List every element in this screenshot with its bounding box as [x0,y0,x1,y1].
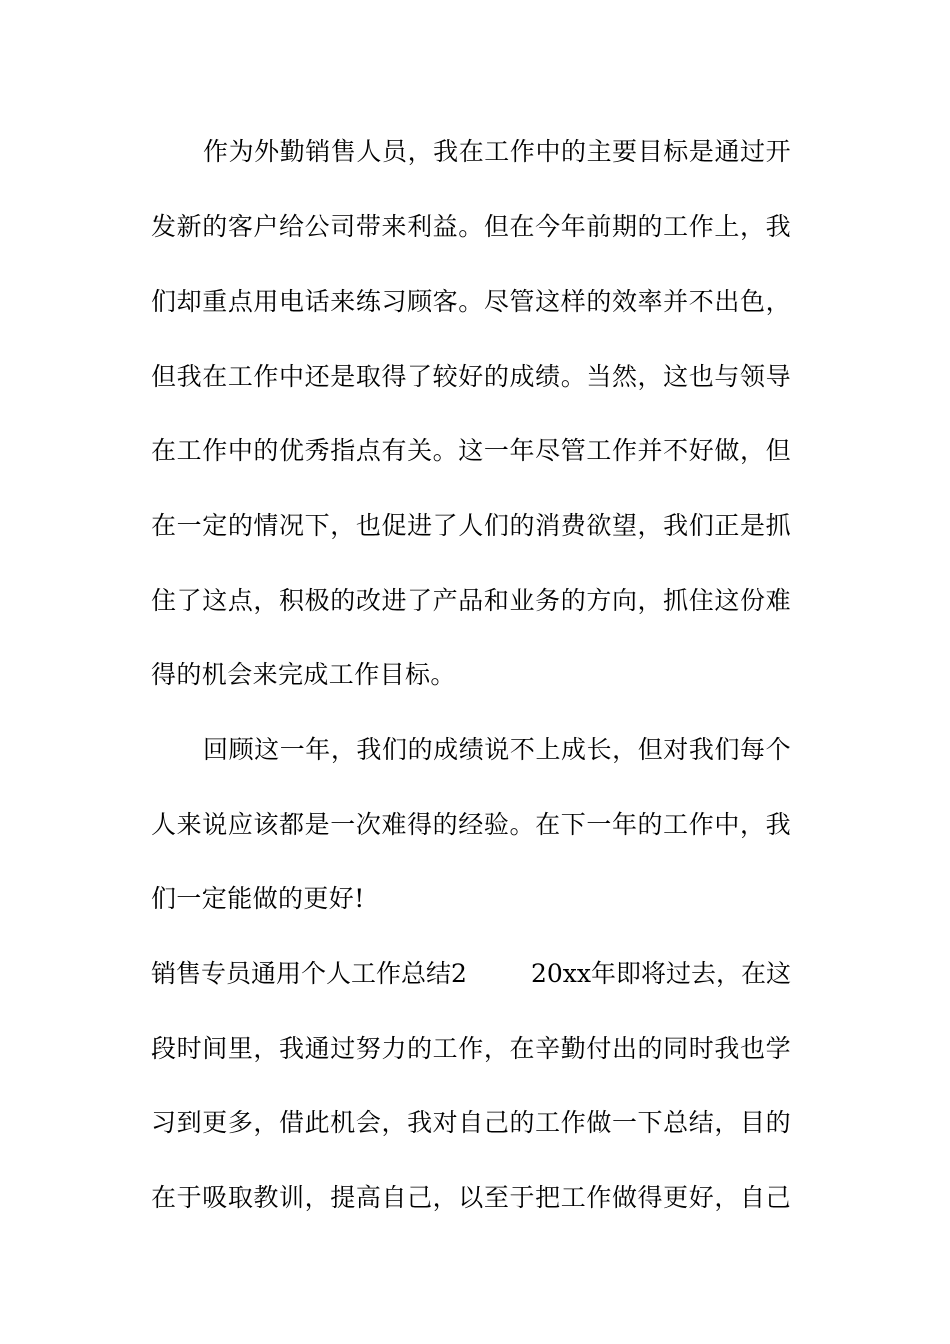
paragraph-2-line-3: 们一定能做的更好! [151,884,365,913]
paragraph-2-line-2: 人来说应该都是一次难得的经验。在下一年的工作中，我 [151,810,791,839]
paragraph-1-line-8: 得的机会来完成工作目标。 [151,660,456,689]
paragraph-1-line-7: 住了这点，积极的改进了产品和业务的方向，抓住这份难 [151,586,791,615]
section-2-title: 销售专员通用个人工作总结2 [151,959,467,988]
section-2-line-3: 习到更多，借此机会，我对自己的工作做一下总结，目的 [151,1108,791,1137]
paragraph-1-line-4: 但我在工作中还是取得了较好的成绩。当然，这也与领导 [151,362,791,391]
paragraph-1-line-5: 在工作中的优秀指点有关。这一年尽管工作并不好做，但 [151,436,791,465]
paragraph-1-line-6: 在一定的情况下，也促进了人们的消费欲望，我们正是抓 [151,511,791,540]
section-2-line-4: 在于吸取教训，提高自己，以至于把工作做得更好，自己 [151,1183,791,1212]
paragraph-1-line-1: 作为外勤销售人员，我在工作中的主要目标是通过开 [203,137,791,166]
paragraph-2-line-1: 回顾这一年，我们的成绩说不上成长，但对我们每个 [203,735,791,764]
section-2-first-line-tail: 20xx年即将过去，在这 [530,959,791,988]
paragraph-1-line-3: 们却重点用电话来练习顾客。尽管这样的效率并不出色， [151,287,791,316]
section-2-first-line [151,959,791,989]
paragraph-1-line-2: 发新的客户给公司带来利益。但在今年前期的工作上，我 [151,212,791,241]
section-2-line-2: 段时间里，我通过努力的工作，在辛勤付出的同时我也学 [151,1034,791,1063]
